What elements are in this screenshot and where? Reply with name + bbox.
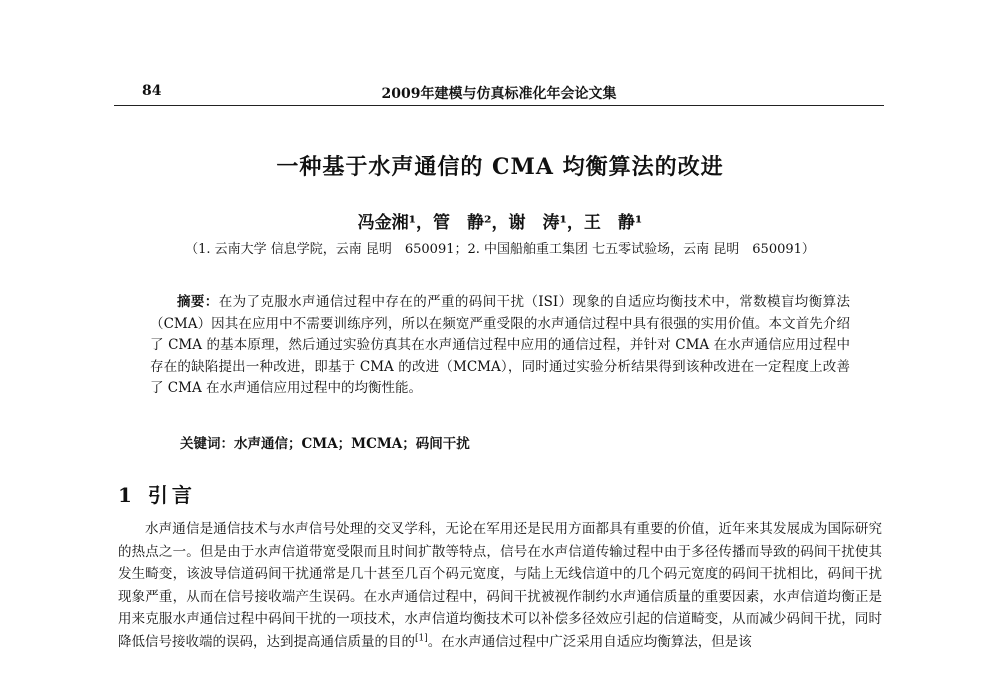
abstract xyxy=(150,292,850,400)
page-number: 84 xyxy=(142,83,162,99)
keywords-text: 水声通信；CMA；MCMA；码间干扰 xyxy=(234,436,470,452)
abstract-label: 摘要： xyxy=(177,294,219,310)
affiliation-list: （1. 云南大学 信息学院，云南 昆明 650091；2. 中国船舶重工集团 七五零试验场，云南 昆明 650091） xyxy=(185,242,815,257)
citation-marker: [1] xyxy=(415,633,428,643)
paper-title: 一种基于水声通信的 CMA 均衡算法的改进 xyxy=(276,154,724,180)
abstract-text: 在为了克服水声通信过程中存在的严重的码间干扰（ISI）现象的自适应均衡技术中，常数模盲均衡算法（CMA）因其在应用中不需要训练序列，所以在频宽严重受限的水声通信过程中具有很强的实用价值。本文首先介绍了 CMA 的基本原理，然后通过实验仿真其在水声通信过程中应用的通信过程，并针对 CMA 在水声通信应用过程中存在的缺陷提出一种改进，即基于 CMA 的改进（MCMA），同时通过实验分析结果得到该种改进在一定程度上改善了 CMA 在水声通信应用过程中的均衡性能。 xyxy=(150,294,850,396)
section-heading xyxy=(118,479,196,508)
section-title: 引言 xyxy=(147,483,196,507)
body-text-part1: 水声通信是通信技术与水声信号处理的交叉学科，无论在军用还是民用方面都具有重要的价值，近年来其发展成为国际研究的热点之一。但是由于水声信道带宽受限而且时间扩散等特点，信号在水声信道传输过程中由于多径传播而导致的码间干扰使其发生畸变，该波导信道码间干扰通常是几十甚至几百个码元宽度，与陆上无线信道中的几个码元宽度的码间干扰相比，码间干扰现象严重，从而在信号接收端产生误码。在水声通信过程中，码间干扰被视作制约水声通信质量的重要因素，水声信道均衡正是用来克服水声通信过程中码间干扰的一项技术，水声信道均衡技术可以补偿多径效应引起的信道畸变，从而减少码间干扰，同时降低信号接收端的误码，达到提高通信质量的目的 xyxy=(118,521,882,650)
keywords xyxy=(180,434,850,454)
section-body xyxy=(118,518,882,653)
keywords-label: 关键词： xyxy=(180,436,234,452)
body-text-part2: 。在水声通信过程中广泛采用自适应均衡算法，但是该 xyxy=(427,633,752,650)
proceedings-title: 2009年建模与仿真标准化年会论文集 xyxy=(381,86,617,102)
running-header xyxy=(114,83,884,106)
section-number: 1 xyxy=(118,483,136,507)
author-list: 冯金湘¹，管 静²，谢 涛¹，王 静¹ xyxy=(357,213,643,233)
